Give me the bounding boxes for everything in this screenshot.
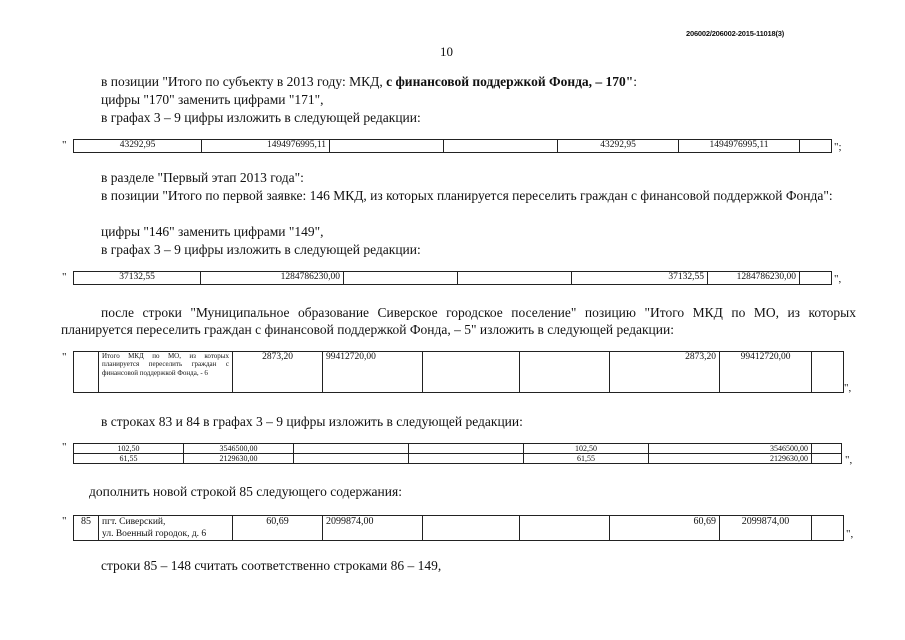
table-cell: 60,69 [610,516,720,541]
block1-table [73,139,832,153]
table-cell-description: Итого МКД по МО, из которых планируется переселить граждан с финансовой поддержкой Фонда, - 6 [99,352,233,393]
table-cell [409,444,524,454]
block2-close-quote: ", [834,273,842,285]
table-cell [344,272,458,285]
table-cell [423,516,520,541]
table-cell: 1284786230,00 [201,272,344,285]
block1-open-quote: " [62,139,67,151]
table-cell [520,516,610,541]
table-cell [423,352,520,393]
table-cell: 43292,95 [74,140,202,153]
block3-open-quote: " [62,351,67,363]
block3-table [73,351,844,393]
footer-line: строки 85 – 148 считать соответственно строками 86 – 149, [101,558,442,573]
table-cell: 1494976995,11 [202,140,330,153]
table-cell [812,444,842,454]
table-cell: 102,50 [524,444,649,454]
table-cell [409,454,524,464]
table-cell: 2873,20 [610,352,720,393]
block3-paragraph: после строки "Муниципальное образование Сиверское городское поселение" позицию "Итого МКД по МО, из которых планируется переселить граждан с финансовой поддержкой Фонда, – 5" изложить в следующей редакции: [61,305,856,337]
block1-line1 [101,73,637,90]
table-cell: 3546500,00 [649,444,812,454]
block5-table [73,515,844,541]
block2-line3: цифры "146" заменить цифрами "149", [101,224,324,239]
block3-close-quote: ", [844,382,852,394]
block4-table [73,443,842,464]
address-line-1: пгт. Сиверский, [102,517,166,527]
table-cell [800,272,832,285]
table-cell [294,444,409,454]
address-line-2: ул. Военный городок, д. 6 [102,529,207,539]
block1-line1-suffix: : [633,74,638,89]
block2-line4: в графах 3 – 9 цифры изложить в следующей редакции: [101,242,421,257]
block4-line1: в строках 83 и 84 в графах 3 – 9 цифры изложить в следующей редакции: [101,414,523,429]
table-cell [812,352,844,393]
table-cell: 1284786230,00 [708,272,800,285]
table-cell: 43292,95 [558,140,679,153]
table-cell: 99412720,00 [323,352,423,393]
block4-close-quote: ", [845,454,853,466]
table-cell-address [99,516,233,541]
table-cell: 1494976995,11 [679,140,800,153]
table-cell [812,516,844,541]
table-cell: 2129630,00 [649,454,812,464]
table-cell [444,140,558,153]
table-cell [458,272,572,285]
table-cell: 102,50 [74,444,184,454]
table-cell: 2099874,00 [720,516,812,541]
table-cell [800,140,832,153]
block2-open-quote: " [62,271,67,283]
table-cell: 2099874,00 [323,516,423,541]
table-cell [330,140,444,153]
block5-open-quote: " [62,515,67,527]
table-cell: 60,69 [233,516,323,541]
table-cell: 37132,55 [74,272,201,285]
table-cell [520,352,610,393]
page-number: 10 [440,44,453,59]
block1-line1-prefix: в позиции "Итого по субъекту в 2013 году: МКД, [101,74,387,89]
block1-close-quote: "; [834,141,842,153]
block2-table [73,271,832,285]
table-cell: 2129630,00 [184,454,294,464]
document-id: 206002/206002-2015-11018(3) [686,29,785,38]
table-cell [74,352,99,393]
table-cell [812,454,842,464]
block1-line3: в графах 3 – 9 цифры изложить в следующей редакции: [101,110,421,125]
table-cell: 61,55 [74,454,184,464]
table-cell: 37132,55 [572,272,708,285]
table-cell: 61,55 [524,454,649,464]
table-cell [294,454,409,464]
block1-line2: цифры "170" заменить цифрами "171", [101,92,324,107]
block2-line1: в разделе "Первый этап 2013 года": [101,170,304,185]
table-cell: 3546500,00 [184,444,294,454]
block1-line1-bold: с финансовой поддержкой Фонда, – 170" [386,74,634,89]
block5-close-quote: ", [846,528,854,540]
table-cell: 99412720,00 [720,352,812,393]
table-cell: 2873,20 [233,352,323,393]
block4-open-quote: " [62,441,67,453]
block5-line1: дополнить новой строкой 85 следующего содержания: [89,484,402,499]
table-cell-number: 85 [74,516,99,541]
block2-paragraph: в позиции "Итого по первой заявке: 146 МКД, из которых планируется переселить граждан с финансовой поддержкой Фонда": [101,188,833,203]
